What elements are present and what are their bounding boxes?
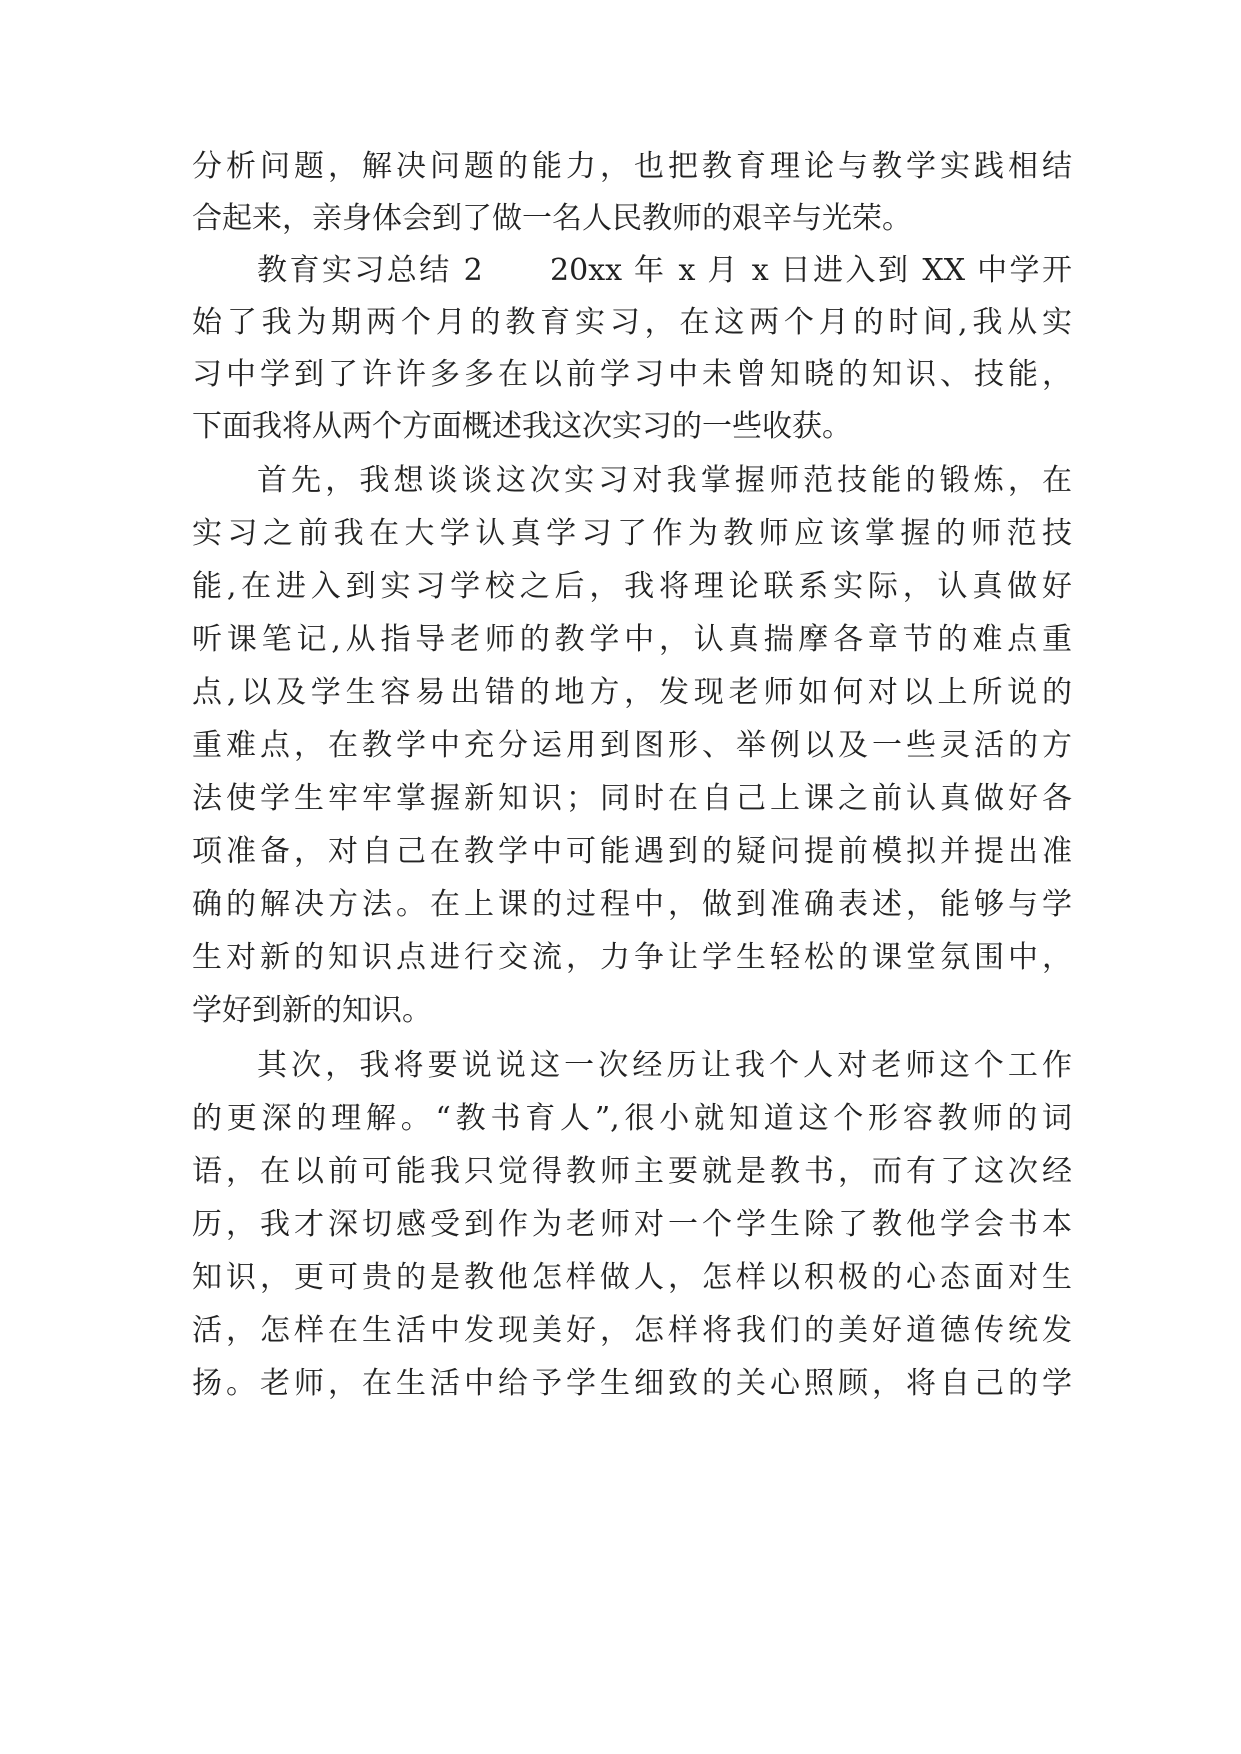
text-line: 语，在以前可能我只觉得教师主要就是教书，而有了这次经 (192, 1154, 1072, 1189)
paragraph-first-line: 首先，我想谈谈这次实习对我掌握师范技能的锻炼，在 (257, 463, 1072, 498)
text-line: 知识，更可贵的是教他怎样做人，怎样以积极的心态面对生 (192, 1260, 1072, 1295)
text-line: 法使学生牢牢掌握新知识；同时在自己上课之前认真做好各 (192, 781, 1072, 816)
text-line: 下面我将从两个方面概述我这次实习的一些收获。 (192, 409, 852, 444)
paragraph-first-line: 其次，我将要说说这一次经历让我个人对老师这个工作 (257, 1048, 1072, 1083)
text-line: 能,在进入到实习学校之后，我将理论联系实际，认真做好 (192, 569, 1072, 604)
text-line: 重难点，在教学中充分运用到图形、举例以及一些灵活的方 (192, 728, 1072, 763)
text-line: 习中学到了许许多多在以前学习中未曾知晓的知识、技能， (192, 357, 1072, 392)
text-line: 活，怎样在生活中发现美好，怎样将我们的美好道德传统发 (192, 1313, 1072, 1348)
text-line: 确的解决方法。在上课的过程中，做到准确表述，能够与学 (192, 887, 1072, 922)
text-line: 始了我为期两个月的教育实习，在这两个月的时间,我从实 (192, 305, 1072, 340)
text-line: 点,以及学生容易出错的地方，发现老师如何对以上所说的 (192, 675, 1072, 710)
text-line: 分析问题，解决问题的能力，也把教育理论与教学实践相结 (192, 149, 1072, 184)
text-line: 历，我才深切感受到作为老师对一个学生除了教他学会书本 (192, 1207, 1072, 1242)
text-line: 合起来，亲身体会到了做一名人民教师的艰辛与光荣。 (192, 201, 912, 236)
text-line: 听课笔记,从指导老师的教学中，认真揣摩各章节的难点重 (192, 622, 1072, 657)
text-line: 实习之前我在大学认真学习了作为教师应该掌握的师范技 (192, 516, 1072, 551)
text-line: 学好到新的知识。 (192, 993, 432, 1028)
text-line: 扬。老师，在生活中给予学生细致的关心照顾，将自己的学 (192, 1366, 1072, 1401)
text-line: 生对新的知识点进行交流，力争让学生轻松的课堂氛围中， (192, 940, 1072, 975)
text-line: 项准备，对自己在教学中可能遇到的疑问提前模拟并提出准 (192, 834, 1072, 869)
section-heading-line: 教育实习总结 2 20xx 年 x 月 x 日进入到 XX 中学开 (257, 253, 1072, 288)
text-line: 的更深的理解。“教书育人”,很小就知道这个形容教师的词 (192, 1101, 1072, 1136)
